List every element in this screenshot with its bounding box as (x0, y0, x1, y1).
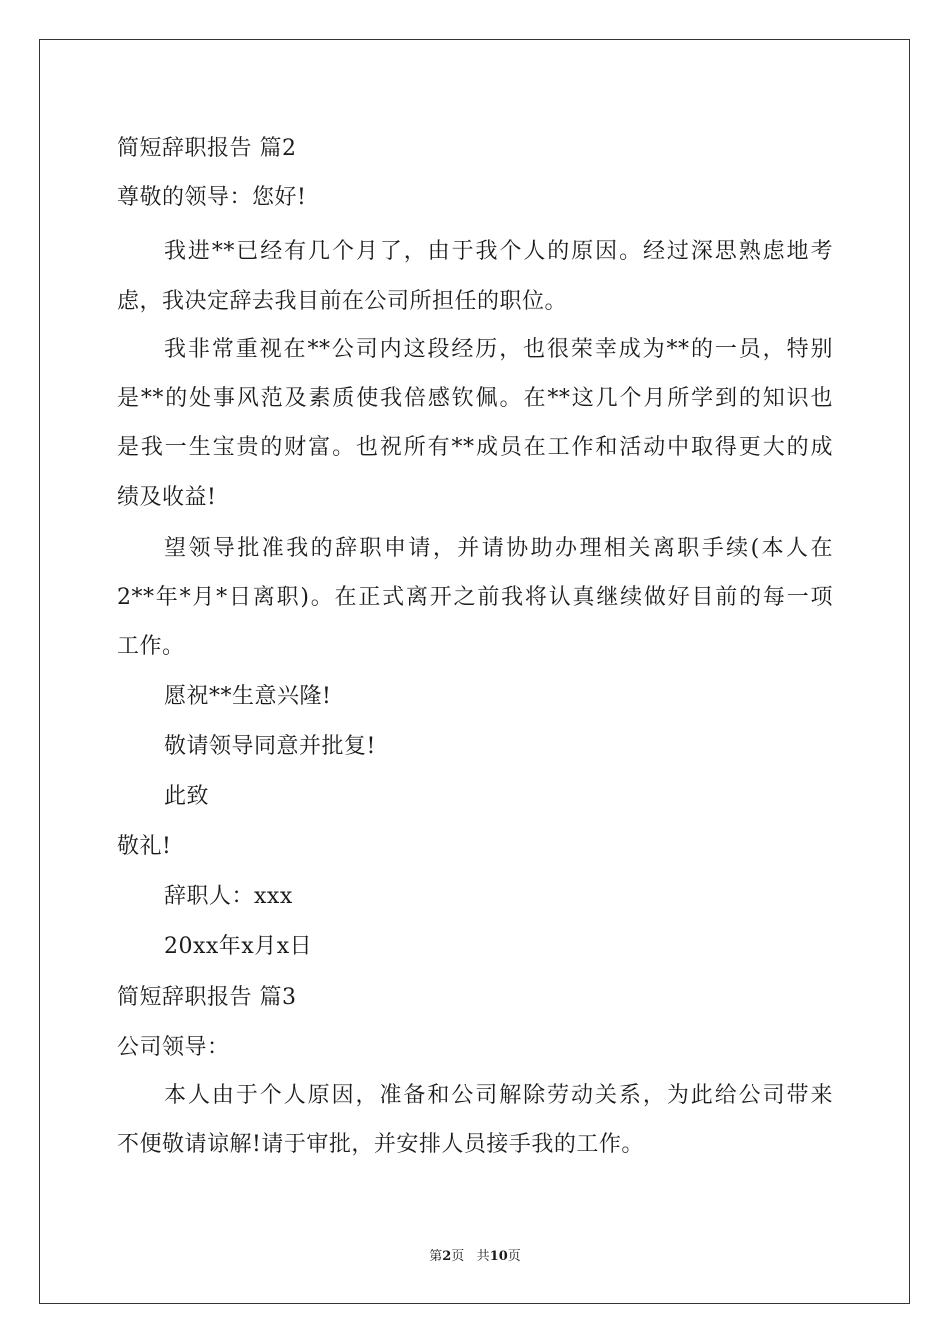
page-footer (0, 1248, 950, 1266)
page-total-prefix: 共 (476, 1249, 490, 1264)
section-heading-2: 简短辞职报告 篇2 (117, 136, 297, 161)
page-number-current: 2 (442, 1249, 452, 1264)
page-border (39, 39, 910, 1304)
paragraph-line: 望领导批准我的辞职申请，并请协助办理相关离职手续(本人在 (164, 536, 833, 561)
paragraph-line: 虑，我决定辞去我目前在公司所担任的职位。 (117, 289, 568, 314)
page-total-suffix: 页 (507, 1249, 521, 1264)
closing-request: 敬请领导同意并批复! (164, 734, 376, 759)
paragraph-line: 是我一生宝贵的财富。也祝所有**成员在工作和活动中取得更大的成 (117, 435, 833, 460)
paragraph-line: 我进**已经有几个月了，由于我个人的原因。经过深思熟虑地考 (164, 239, 833, 264)
page-number-prefix: 第 (429, 1249, 443, 1264)
signature-name: 辞职人：xxx (164, 884, 293, 909)
salutation: 尊敬的领导：您好! (117, 185, 307, 210)
signature-date: 20xx年x月x日 (164, 934, 313, 959)
closing-jingli: 敬礼! (117, 834, 172, 859)
paragraph-line: 绩及收益! (117, 485, 217, 510)
paragraph-line: 2**年*月*日离职)。在正式离开之前我将认真继续做好目前的每一项 (117, 585, 833, 610)
paragraph-line: 我非常重视在**公司内这段经历，也很荣幸成为**的一员，特别 (164, 337, 833, 362)
paragraph-line: 是**的处事风范及素质使我倍感钦佩。在**这几个月所学到的知识也 (117, 386, 833, 411)
section-heading-3: 简短辞职报告 篇3 (117, 985, 297, 1010)
salutation: 公司领导： (117, 1035, 230, 1060)
paragraph-line: 本人由于个人原因，准备和公司解除劳动关系，为此给公司带来 (164, 1083, 833, 1108)
closing-zhizhi: 此致 (164, 784, 210, 809)
closing-wish: 愿祝**生意兴隆! (164, 684, 332, 709)
paragraph-line: 工作。 (117, 634, 185, 659)
page-number-suffix: 页 (451, 1249, 465, 1264)
paragraph-line: 不便敬请谅解!请于审批，并安排人员接手我的工作。 (117, 1132, 644, 1157)
page-total: 10 (489, 1249, 508, 1264)
